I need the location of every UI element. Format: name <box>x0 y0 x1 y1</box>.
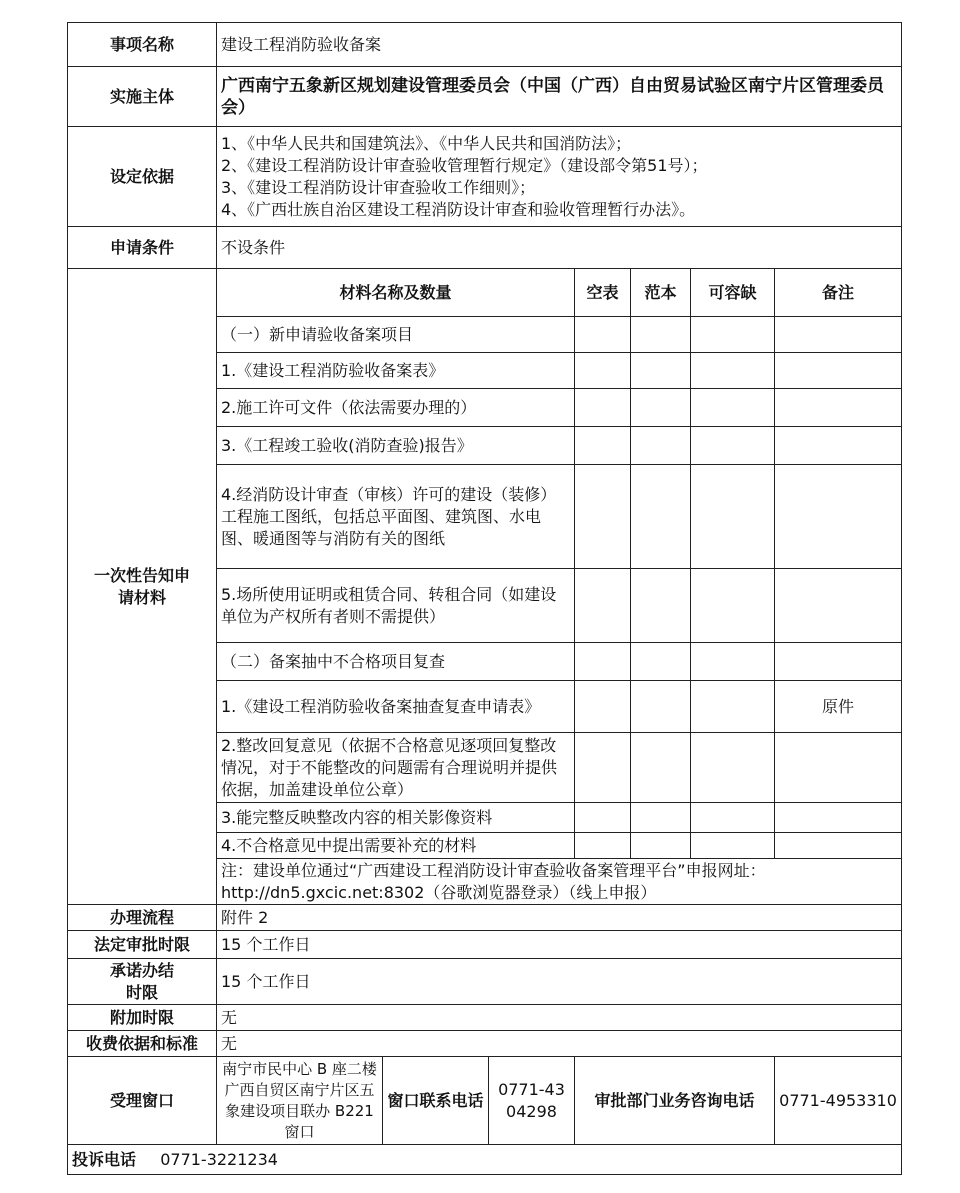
basis-list <box>217 127 902 227</box>
promise-time-row <box>68 959 902 1005</box>
process-value: 附件 2 <box>217 905 902 931</box>
material-remark <box>775 569 902 643</box>
fee-row <box>68 1031 902 1057</box>
process-row <box>68 905 902 931</box>
fee-value: 无 <box>217 1031 902 1057</box>
conditions-row <box>68 227 902 269</box>
extra-time-row <box>68 1005 902 1031</box>
legal-time-label: 法定审批时限 <box>68 931 217 959</box>
materials-label: 一次性告知申请材料 <box>68 269 217 905</box>
material-remark: 原件 <box>775 681 902 733</box>
consult-phone-label: 审批部门业务咨询电话 <box>575 1057 775 1145</box>
material-remark <box>775 833 902 859</box>
extra-time-label: 附加时限 <box>68 1005 217 1031</box>
conditions-value: 不设条件 <box>217 227 902 269</box>
materials-header-sample: 范本 <box>631 269 691 317</box>
basis-item-3: 3、《建设工程消防设计审查验收工作细则》； <box>221 177 536 197</box>
materials-header-blank: 空表 <box>575 269 631 317</box>
service-guide-table <box>67 22 902 1175</box>
basis-row <box>68 127 902 227</box>
material-name: （二）备案抽中不合格项目复查 <box>217 643 575 681</box>
material-name: 2.施工许可文件（依法需要办理的） <box>217 389 575 427</box>
material-name: 2.整改回复意见（依据不合格意见逐项回复整改情况，对于不能整改的问题需有合理说明并提供依据，加盖建设单位公章） <box>217 733 575 803</box>
window-phone-label: 窗口联系电话 <box>383 1057 489 1145</box>
material-name: 4.经消防设计审查（审核）许可的建设（装修）工程施工图纸，包括总平面图、建筑图、水电图、暖通图等与消防有关的图纸 <box>217 465 575 569</box>
complaint-label: 投诉电话 <box>72 1149 137 1169</box>
extra-time-value: 无 <box>217 1005 902 1031</box>
item-name-row <box>68 23 902 67</box>
complaint-cell <box>68 1145 902 1175</box>
material-remark <box>775 803 902 833</box>
legal-time-value: 15 个工作日 <box>217 931 902 959</box>
material-remark <box>775 317 902 353</box>
material-name: （一）新申请验收备案项目 <box>217 317 575 353</box>
promise-time-value: 15 个工作日 <box>217 959 902 1005</box>
material-remark <box>775 643 902 681</box>
window-row <box>68 1057 902 1145</box>
material-name: 3.能完整反映整改内容的相关影像资料 <box>217 803 575 833</box>
material-remark <box>775 465 902 569</box>
materials-header-name: 材料名称及数量 <box>217 269 575 317</box>
basis-label: 设定依据 <box>68 127 217 227</box>
legal-time-row <box>68 931 902 959</box>
window-phone: 0771-4304298 <box>489 1057 575 1145</box>
promise-time-label: 承诺办结 时限 <box>68 959 217 1005</box>
implementer-value: 广西南宁五象新区规划建设管理委员会（中国（广西）自由贸易试验区南宁片区管理委员会） <box>217 67 902 127</box>
window-label: 受理窗口 <box>68 1057 217 1145</box>
window-address: 南宁市民中心 B 座二楼广西自贸区南宁片区五象建设项目联办 B221 窗口 <box>217 1057 383 1145</box>
material-name: 5.场所使用证明或租赁合同、转租合同（如建设单位为产权所有者则不需提供） <box>217 569 575 643</box>
item-name-value: 建设工程消防验收备案 <box>217 23 902 67</box>
material-name: 1.《建设工程消防验收备案表》 <box>217 353 575 389</box>
basis-item-2: 2、《建设工程消防设计审查验收管理暂行规定》（建设部令第51号）； <box>221 155 708 175</box>
basis-item-1: 1、《中华人民共和国建筑法》、《中华人民共和国消防法》； <box>221 133 632 153</box>
consult-phone: 0771-4953310 <box>775 1057 902 1145</box>
materials-note: 注：建设单位通过“广西建设工程消防设计审查验收备案管理平台”申报网址：http://dn5.gxcic.net:8302（谷歌浏览器登录）（线上申报） <box>217 859 902 905</box>
material-remark <box>775 389 902 427</box>
materials-header-optional: 可容缺 <box>691 269 775 317</box>
material-name: 1.《建设工程消防验收备案抽查复查申请表》 <box>217 681 575 733</box>
implementer-row <box>68 67 902 127</box>
basis-item-4: 4、《广西壮族自治区建设工程消防设计审查和验收管理暂行办法》。 <box>221 199 696 219</box>
material-remark <box>775 733 902 803</box>
process-label: 办理流程 <box>68 905 217 931</box>
complaint-phone: 0771-3221234 <box>160 1149 278 1169</box>
materials-header-remark: 备注 <box>775 269 902 317</box>
materials-header-row <box>68 269 902 317</box>
material-remark <box>775 427 902 465</box>
material-remark <box>775 353 902 389</box>
item-name-label: 事项名称 <box>68 23 217 67</box>
conditions-label: 申请条件 <box>68 227 217 269</box>
fee-label: 收费依据和标准 <box>68 1031 217 1057</box>
implementer-label: 实施主体 <box>68 67 217 127</box>
material-name: 4.不合格意见中提出需要补充的材料 <box>217 833 575 859</box>
complaint-row <box>68 1145 902 1175</box>
material-name: 3.《工程竣工验收(消防查验)报告》 <box>217 427 575 465</box>
